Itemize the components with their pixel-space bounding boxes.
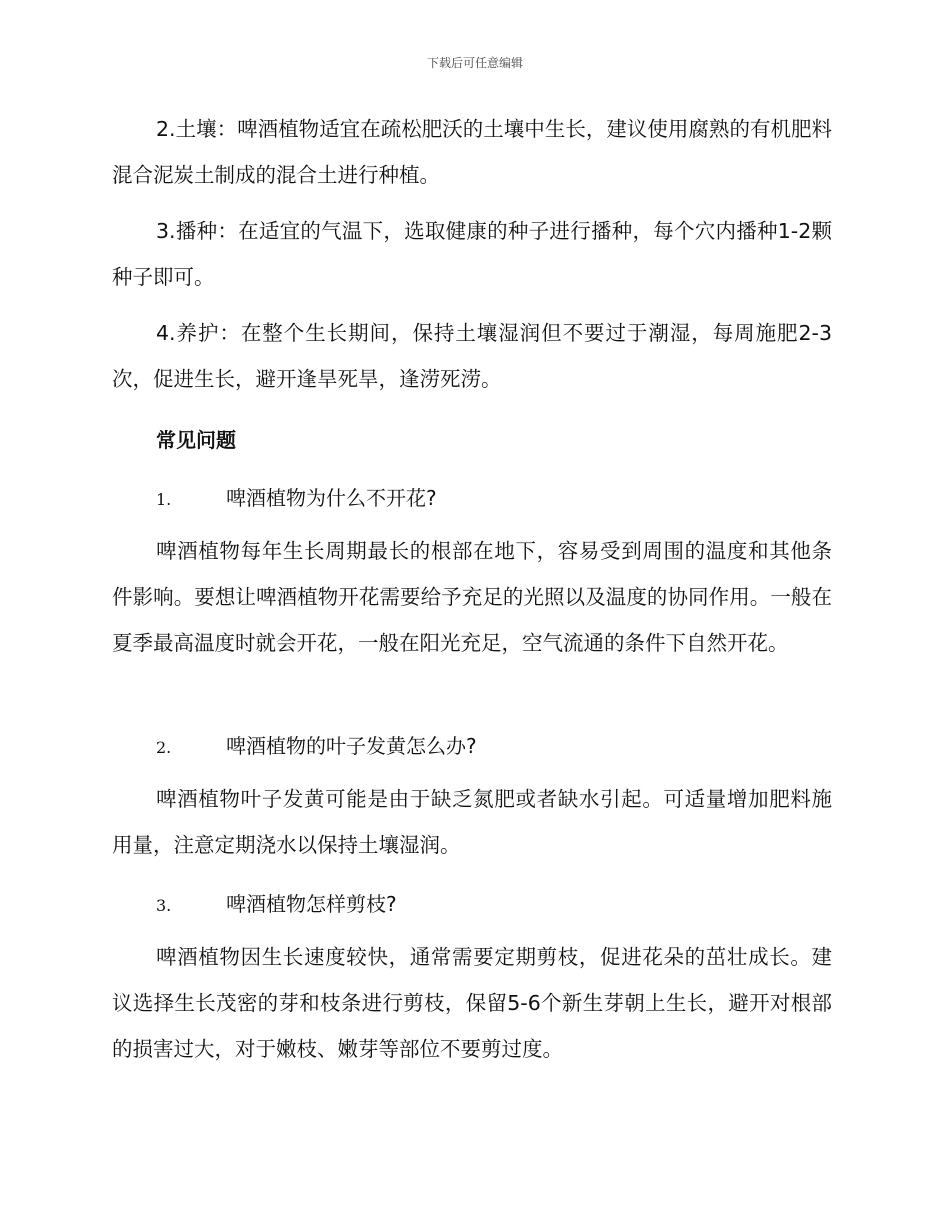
faq-heading: 常见问题 bbox=[156, 428, 236, 452]
faq-answer-1: 啤酒植物每年生长周期最长的根部在地下，容易受到周围的温度和其他条件影响。要想让啤酒植物开花需要给予充足的光照以及温度的协同作用。一般在夏季最高温度时就会开花，一般在阳光充足，空气流通的条件下自然开花。 bbox=[112, 539, 832, 655]
faq-answer-3: 啤酒植物因生长速度较快，通常需要定期剪枝，促进花朵的茁壮成长。建议选择生长茂密的芽和枝条进行剪枝，保留5-6个新生芽朝上生长，避开对根部的损害过大，对于嫩枝、嫩芽等部位不要剪过度。 bbox=[112, 945, 832, 1061]
faq-number: 2. bbox=[156, 738, 172, 757]
faq-question-3 bbox=[156, 888, 397, 917]
page-header: 下载后可任意编辑 bbox=[426, 56, 523, 70]
paragraph-sowing: 3.播种：在适宜的气温下，选取健康的种子进行播种，每个穴内播种1-2颗种子即可。 bbox=[112, 219, 832, 289]
paragraph-soil: 2.土壤：啤酒植物适宜在疏松肥沃的土壤中生长，建议使用腐熟的有机肥料混合泥炭土制成的混合土进行种植。 bbox=[112, 117, 832, 187]
faq-number: 1. bbox=[156, 490, 172, 509]
paragraph-care: 4.养护：在整个生长期间，保持土壤湿润但不要过于潮湿，每周施肥2-3次，促进生长，避开逢旱死旱，逢涝死涝。 bbox=[112, 321, 832, 391]
faq-question-text: 啤酒植物的叶子发黄怎么办? bbox=[226, 734, 477, 758]
faq-number: 3. bbox=[156, 896, 172, 915]
faq-answer-2: 啤酒植物叶子发黄可能是由于缺乏氮肥或者缺水引起。可适量增加肥料施用量，注意定期浇水以保持土壤湿润。 bbox=[112, 787, 832, 857]
faq-question-2 bbox=[156, 730, 477, 759]
faq-question-text: 啤酒植物怎样剪枝? bbox=[226, 892, 397, 916]
faq-question-1 bbox=[156, 482, 437, 511]
faq-question-text: 啤酒植物为什么不开花? bbox=[226, 486, 437, 510]
